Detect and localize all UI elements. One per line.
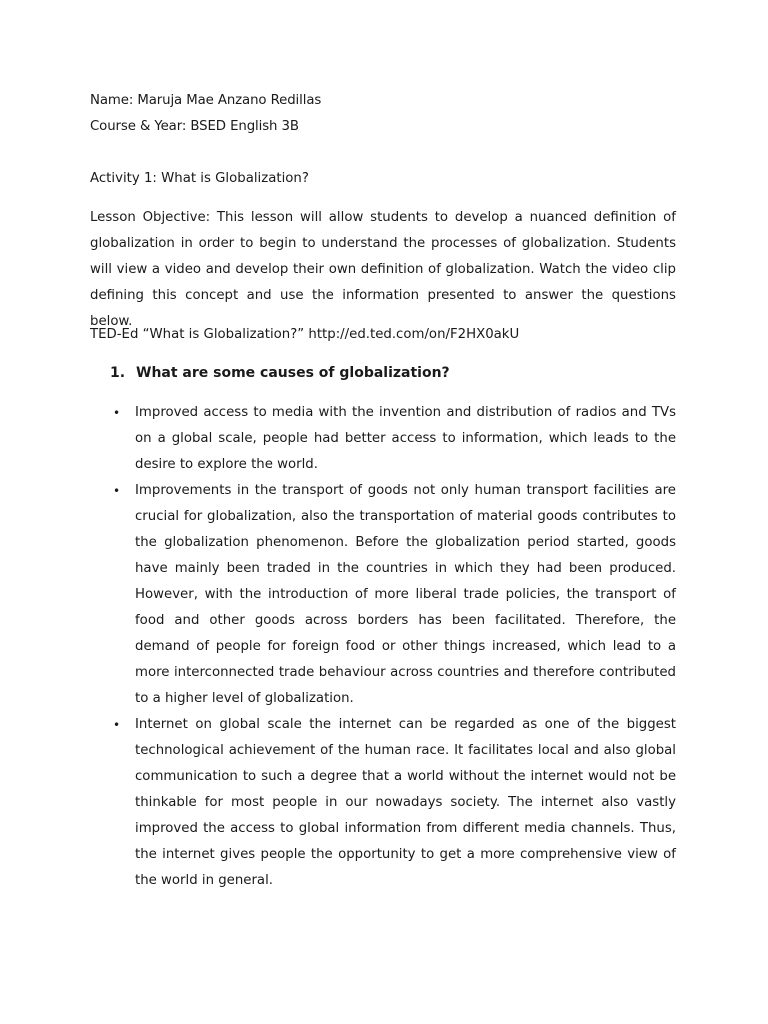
bullet-icon: •: [113, 484, 121, 498]
list-item: [113, 400, 676, 478]
lesson-objective: [90, 205, 676, 335]
bullet-icon: •: [113, 718, 121, 732]
lesson-objective-text: Lesson Objective: This lesson will allow students to develop a nuanced definition of globalization in order to begin to understand the processes of globalization. Students will view a video and develop their own definition of globalization. Watch the video clip defining this concept and use the information presented to answer the questions below.: [90, 210, 676, 329]
question-heading: [110, 360, 676, 386]
student-name: Name: Maruja Mae Anzano Redillas: [90, 93, 322, 108]
activity-title: [90, 166, 676, 192]
list-item: [113, 712, 676, 894]
answer-text: Improved access to media with the invention and distribution of radios and TVs on a global scale, people had better access to information, which leads to the desire to explore the world.: [135, 405, 676, 472]
answer-text: Improvements in the transport of goods not only human transport facilities are crucial for globalization, also the transportation of material goods contributes to the globalization phenomenon. Before the globalization period started, goods have mainly been traded in the countries in which they had been produced. However, with the introduction of more liberal trade policies, the transport of food and other goods across borders has been facilitated. Therefore, the demand of people for foreign food or other things increased, which lead to a more interconnected trade behaviour across countries and therefore contributed to a higher level of globalization.: [135, 483, 676, 706]
list-item: [113, 478, 676, 712]
video-reference-text: TED-Ed “What is Globalization?” http://ed.ted.com/on/F2HX0akU: [90, 327, 520, 342]
course-year: Course & Year: BSED English 3B: [90, 119, 299, 134]
student-header: [90, 88, 676, 140]
question-text: What are some causes of globalization?: [136, 365, 450, 381]
answer-text: Internet on global scale the internet can be regarded as one of the biggest technological achievement of the human race. It facilitates local and also global communication to such a degree that a world without the internet would not be thinkable for most people in our nowadays society. The internet also vastly improved the access to global information from different media channels. Thus, the internet gives people the opportunity to get a more comprehensive view of the world in general.: [135, 717, 676, 888]
activity-heading: Activity 1: What is Globalization?: [90, 171, 309, 186]
video-reference: [90, 322, 676, 348]
answer-list: [113, 400, 676, 894]
bullet-icon: •: [113, 406, 121, 420]
question-number: 1.: [110, 365, 126, 381]
